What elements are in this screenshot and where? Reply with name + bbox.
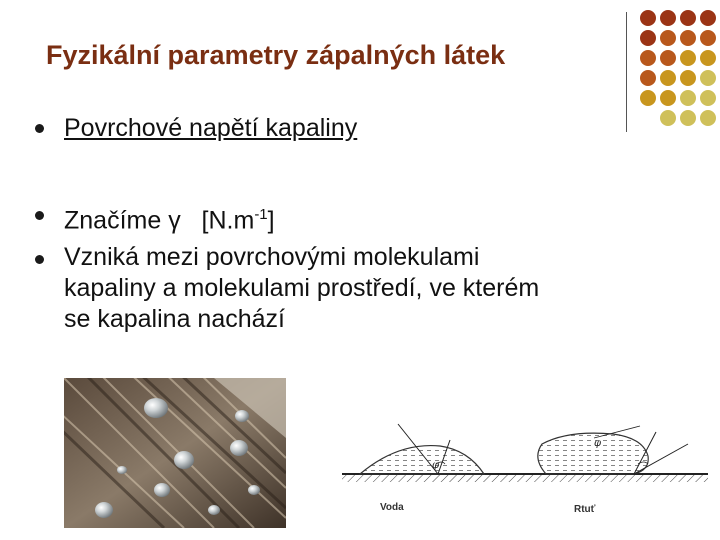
feather-photo-graphic — [64, 378, 286, 528]
mercury-label: Rtuť — [574, 504, 596, 515]
contact-angle-diagram — [338, 398, 708, 528]
symbol-prefix: Značíme γ [N.m — [64, 206, 255, 235]
decor-dot — [700, 110, 716, 126]
decorative-divider-line — [626, 12, 627, 132]
decor-dot — [660, 50, 676, 66]
decor-dot — [660, 110, 676, 126]
decor-dot — [660, 70, 676, 86]
bullet-symbol — [64, 199, 275, 236]
bullet-surface-tension: Povrchové napětí kapaliny — [64, 114, 358, 142]
decor-dot — [660, 90, 676, 106]
decor-dot — [700, 30, 716, 46]
feather-droplets-photo — [64, 378, 286, 528]
decor-dot — [680, 10, 696, 26]
decorative-dot-grid — [638, 10, 718, 130]
mercury-angle-label: φ — [594, 438, 602, 449]
water-label: Voda — [380, 502, 404, 513]
slide-title: Fyzikální parametry zápalných látek — [46, 40, 506, 70]
decor-dot — [640, 90, 656, 106]
decor-dot — [640, 50, 656, 66]
contact-angle-graphic — [338, 398, 708, 528]
water-droplet — [360, 446, 484, 474]
decor-dot — [700, 70, 716, 86]
decor-dot — [680, 50, 696, 66]
decor-dot — [640, 10, 656, 26]
bullet-icon — [35, 124, 44, 133]
decor-dot — [660, 10, 676, 26]
bullet-origin-line: Vzniká mezi povrchovými molekulami — [64, 243, 480, 271]
bullet-icon — [35, 255, 44, 264]
decor-dot — [680, 90, 696, 106]
symbol-suffix: ] — [267, 206, 275, 235]
bullet-origin-line: kapaliny a molekulami prostředí, ve kterém — [64, 274, 540, 302]
decor-dot — [700, 10, 716, 26]
decor-dot — [700, 90, 716, 106]
decor-dot — [680, 110, 696, 126]
decor-dot — [640, 70, 656, 86]
bullet-icon — [35, 211, 44, 220]
decor-dot — [640, 30, 656, 46]
decor-dot — [660, 30, 676, 46]
decor-dot — [680, 30, 696, 46]
bullet-origin — [64, 242, 539, 335]
decor-dot — [680, 70, 696, 86]
water-angle-label: φ — [432, 460, 440, 471]
symbol-exponent: -1 — [254, 206, 268, 223]
decor-dot — [700, 50, 716, 66]
bullet-origin-line: se kapalina nachází — [64, 305, 285, 333]
